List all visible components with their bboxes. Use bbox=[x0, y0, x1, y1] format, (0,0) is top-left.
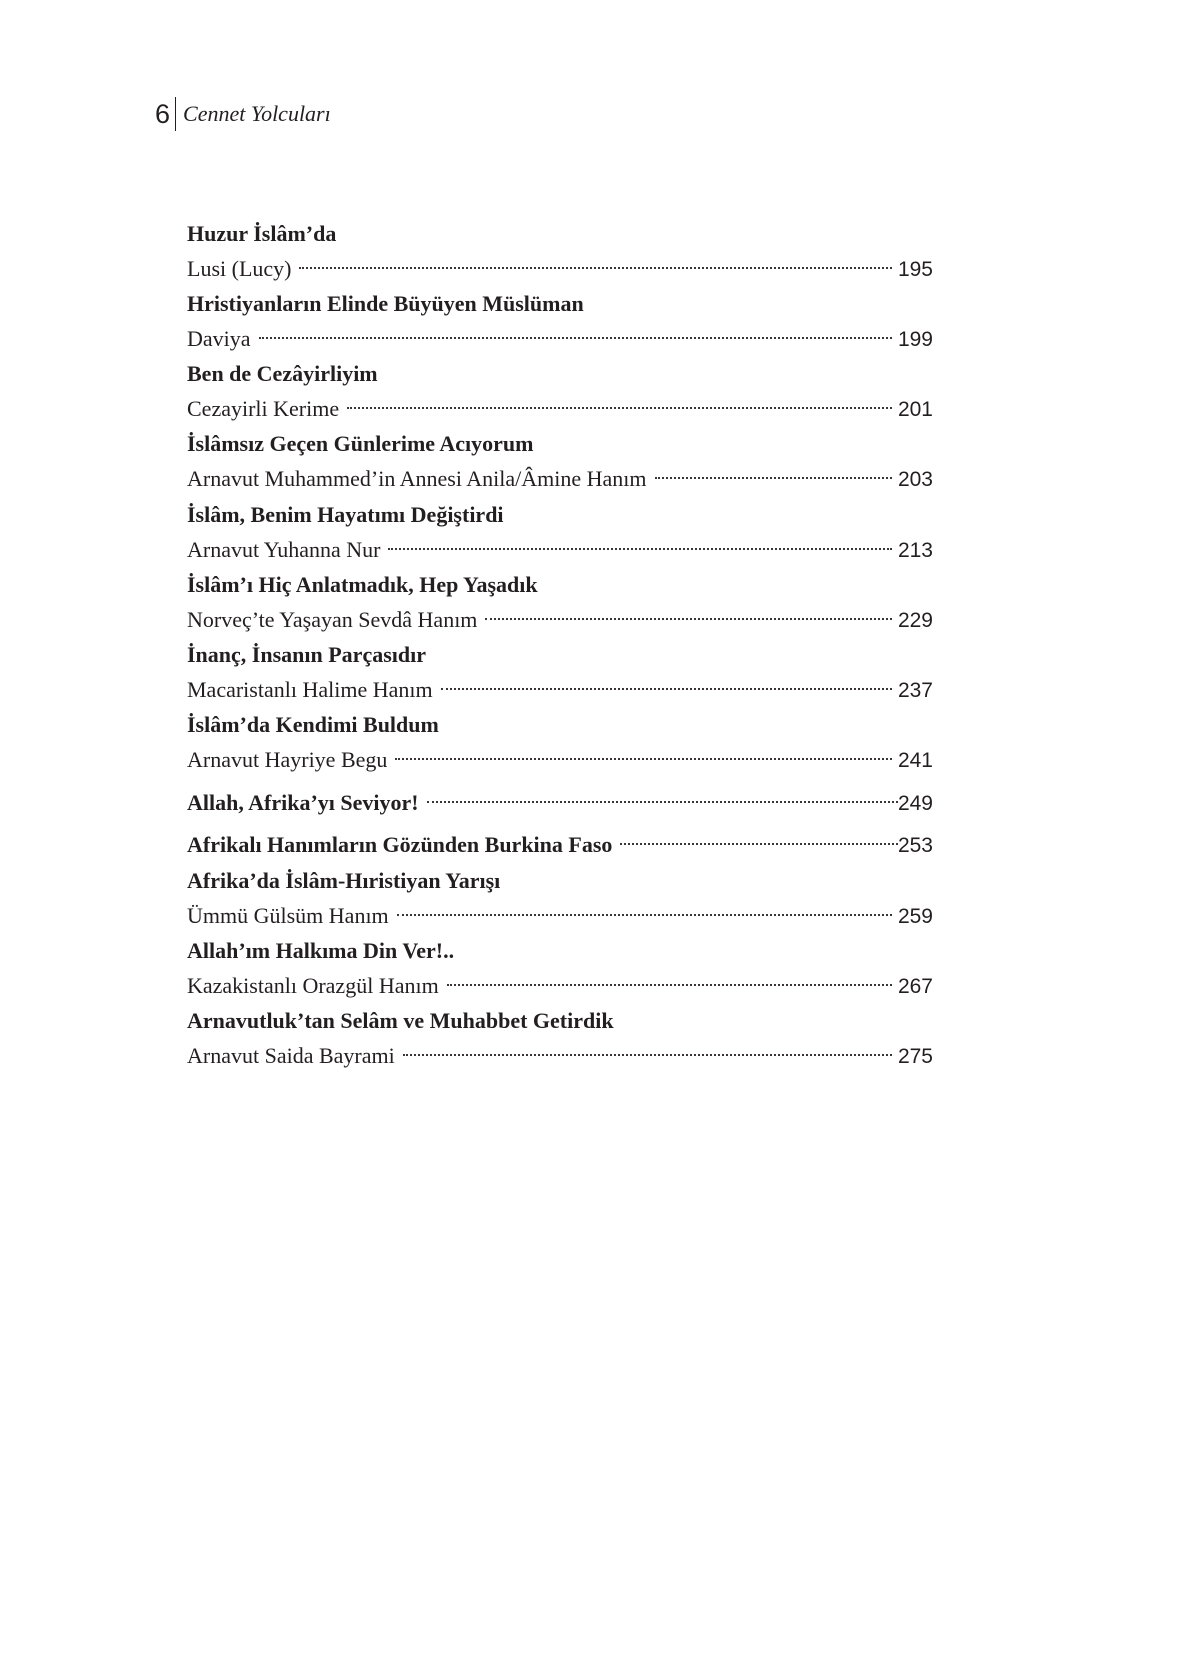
dot-leader bbox=[655, 458, 892, 486]
book-title: Cennet Yolcuları bbox=[183, 101, 331, 126]
page-ref: 267 bbox=[897, 975, 933, 998]
chapter-title: İnanç, İnsanın Parçasıdır bbox=[187, 642, 426, 667]
page-ref: 213 bbox=[897, 539, 933, 562]
toc-entry[interactable] bbox=[187, 937, 933, 998]
chapter-title: İslâmsız Geçen Günlerime Acıyorum bbox=[187, 431, 534, 456]
toc-line bbox=[187, 458, 933, 491]
toc-line bbox=[187, 739, 933, 772]
chapter-title: Afrika’da İslâm-Hıristiyan Yarışı bbox=[187, 868, 501, 893]
page-ref: 199 bbox=[897, 328, 933, 351]
dot-leader bbox=[447, 965, 892, 993]
page-ref: 275 bbox=[897, 1045, 933, 1068]
toc-line bbox=[187, 782, 933, 815]
chapter-title: Hristiyanların Elinde Büyüyen Müslüman bbox=[187, 291, 584, 316]
toc-line bbox=[187, 965, 933, 998]
dot-leader bbox=[397, 895, 892, 923]
dot-leader bbox=[403, 1035, 892, 1063]
dot-leader bbox=[620, 824, 898, 852]
chapter-title: Allah, Afrika’yı Seviyor! bbox=[187, 790, 419, 815]
chapter-title: İslâm’da Kendimi Buldum bbox=[187, 712, 439, 737]
dot-leader bbox=[427, 782, 898, 810]
toc-line bbox=[187, 669, 933, 702]
toc-line bbox=[187, 388, 933, 421]
running-head bbox=[155, 96, 331, 132]
toc-entry[interactable] bbox=[187, 782, 933, 815]
chapter-title: Allah’ım Halkıma Din Ver!.. bbox=[187, 938, 455, 963]
toc-entry[interactable] bbox=[187, 641, 933, 702]
page-ref: 259 bbox=[897, 905, 933, 928]
chapter-author: Arnavut Muhammed’in Annesi Anila/Âmine Hanım bbox=[187, 466, 647, 491]
page-ref: 253 bbox=[897, 834, 933, 857]
toc-entry[interactable] bbox=[187, 501, 933, 562]
toc-line bbox=[187, 248, 933, 281]
dot-leader bbox=[347, 388, 892, 416]
chapter-title: İslâm, Benim Hayatımı Değiştirdi bbox=[187, 502, 504, 527]
toc-entry[interactable] bbox=[187, 290, 933, 351]
toc-entry[interactable] bbox=[187, 1007, 933, 1068]
toc-line bbox=[187, 318, 933, 351]
chapter-author: Arnavut Saida Bayrami bbox=[187, 1043, 395, 1068]
toc-entry[interactable] bbox=[187, 571, 933, 632]
chapter-author: Cezayirli Kerime bbox=[187, 396, 340, 421]
toc-line bbox=[187, 824, 933, 857]
dot-leader bbox=[299, 248, 891, 276]
chapter-author: Daviya bbox=[187, 326, 251, 351]
page-ref: 249 bbox=[897, 792, 933, 815]
toc-line bbox=[187, 529, 933, 562]
page-ref: 237 bbox=[897, 679, 933, 702]
page-ref: 195 bbox=[897, 258, 933, 281]
dot-leader bbox=[485, 599, 892, 627]
page-ref: 203 bbox=[897, 468, 933, 491]
toc-entry[interactable] bbox=[187, 360, 933, 421]
header-divider bbox=[175, 97, 176, 131]
chapter-title: İslâm’ı Hiç Anlatmadık, Hep Yaşadık bbox=[187, 572, 538, 597]
page-number: 6 bbox=[155, 99, 171, 129]
dot-leader bbox=[441, 669, 892, 697]
page-ref: 201 bbox=[897, 398, 933, 421]
page-ref: 229 bbox=[897, 609, 933, 632]
chapter-title: Huzur İslâm’da bbox=[187, 221, 337, 246]
dot-leader bbox=[395, 739, 892, 767]
chapter-author: Arnavut Yuhanna Nur bbox=[187, 537, 381, 562]
chapter-author: Lusi (Lucy) bbox=[187, 256, 292, 281]
toc-entry[interactable] bbox=[187, 220, 933, 281]
chapter-author: Arnavut Hayriye Begu bbox=[187, 747, 388, 772]
chapter-title: Afrikalı Hanımların Gözünden Burkina Faso bbox=[187, 832, 613, 857]
dot-leader bbox=[388, 529, 891, 557]
chapter-author: Norveç’te Yaşayan Sevdâ Hanım bbox=[187, 607, 478, 632]
toc-entry[interactable] bbox=[187, 711, 933, 772]
toc-entry[interactable] bbox=[187, 824, 933, 857]
toc-line bbox=[187, 895, 933, 928]
chapter-author: Kazakistanlı Orazgül Hanım bbox=[187, 973, 439, 998]
dot-leader bbox=[259, 318, 892, 346]
chapter-title: Ben de Cezâyirliyim bbox=[187, 361, 378, 386]
toc-line bbox=[187, 1035, 933, 1068]
chapter-author: Macaristanlı Halime Hanım bbox=[187, 677, 433, 702]
toc-entry[interactable] bbox=[187, 430, 933, 491]
chapter-author: Ümmü Gülsüm Hanım bbox=[187, 903, 389, 928]
toc-entry[interactable] bbox=[187, 867, 933, 928]
toc-line bbox=[187, 599, 933, 632]
page-ref: 241 bbox=[897, 749, 933, 772]
chapter-title: Arnavutluk’tan Selâm ve Muhabbet Getirdik bbox=[187, 1008, 614, 1033]
